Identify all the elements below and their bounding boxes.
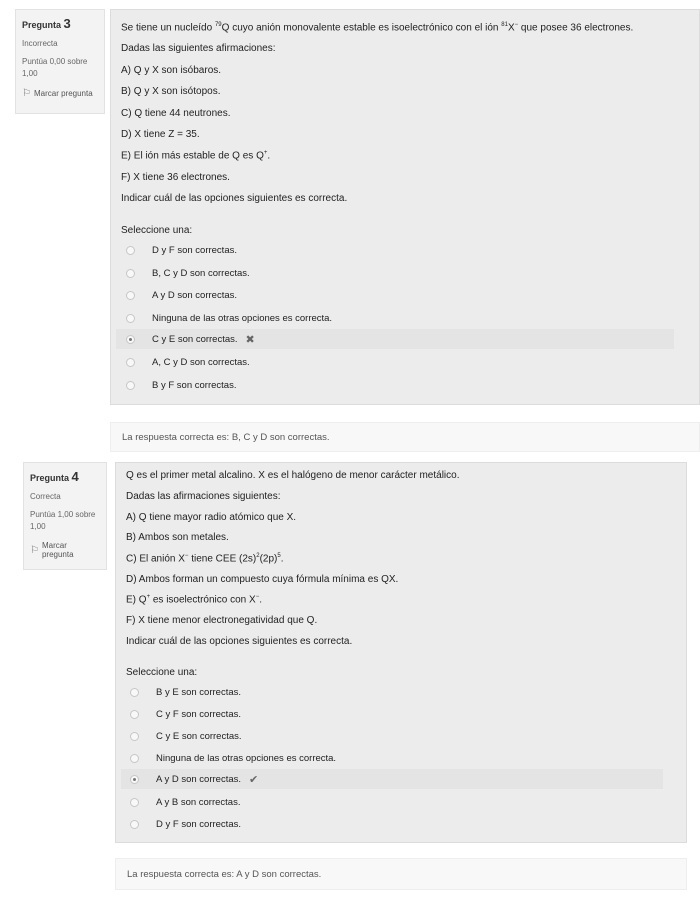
q3-option-5[interactable]: C y E son correctas. ✖	[116, 329, 674, 349]
q3-option-4[interactable]: Ninguna de las otras opciones es correcta.	[121, 308, 671, 328]
q4-option-2[interactable]: C y F son correctas.	[126, 704, 666, 724]
q4-option-4[interactable]: Ninguna de las otras opciones es correcta.	[126, 748, 666, 768]
q3-flag-button[interactable]: ⚐ Marcar pregunta	[22, 88, 93, 99]
q4-select-label: Seleccione una:	[126, 667, 198, 678]
q3-option-7[interactable]: B y F son correctas.	[121, 375, 671, 395]
q3-option-6[interactable]: A, C y D son correctas.	[121, 352, 671, 372]
q4-info-panel	[23, 462, 107, 570]
q4-statement-e: E) Q+ es isoelectrónico con X−.	[126, 594, 262, 606]
q4-grade: Puntúa 1,00 sobre 1,00	[30, 510, 96, 531]
q3-feedback: La respuesta correcta es: B, C y D son correctas.	[110, 422, 700, 452]
q3-statement-d: D) X tiene Z = 35.	[121, 129, 200, 140]
radio-button[interactable]	[126, 314, 135, 323]
q4-flag-button[interactable]: ⚐ Marcar pregunta	[30, 541, 74, 559]
q3-option-2[interactable]: B, C y D son correctas.	[121, 263, 671, 283]
radio-button[interactable]	[126, 381, 135, 390]
q3-statement-intro: Dadas las siguientes afirmaciones:	[121, 43, 276, 54]
q3-statement-a: A) Q y X son isóbaros.	[121, 65, 222, 76]
q3-grade: Puntúa 0,00 sobre 1,00	[22, 57, 88, 78]
cross-icon: ✖	[245, 333, 255, 346]
q3-option-3[interactable]: A y D son correctas.	[121, 285, 671, 305]
radio-button[interactable]	[130, 688, 139, 697]
q4-option-6[interactable]: A y B son correctas.	[126, 792, 666, 812]
radio-button[interactable]	[130, 732, 139, 741]
q3-statement-ask: Indicar cuál de las opciones siguientes es correcta.	[121, 193, 348, 204]
q3-statement-f: F) X tiene 36 electrones.	[121, 172, 230, 183]
q4-statement-a: A) Q tiene mayor radio atómico que X.	[126, 512, 297, 523]
q4-option-3[interactable]: C y E son correctas.	[126, 726, 666, 746]
q4-option-7[interactable]: D y F son correctas.	[126, 814, 666, 834]
q4-statement-d: D) Ambos forman un compuesto cuya fórmula mínima es QX.	[126, 574, 399, 585]
q4-statement-intro: Dadas las afirmaciones siguientes:	[126, 491, 281, 502]
radio-button[interactable]	[126, 358, 135, 367]
q3-number: Pregunta 3	[22, 16, 71, 31]
q3-select-label: Seleccione una:	[121, 225, 193, 236]
flag-icon: ⚐	[30, 544, 39, 556]
q3-statement-e: E) El ión más estable de Q es Q+.	[121, 150, 271, 162]
flag-icon: ⚐	[22, 88, 31, 99]
q4-feedback: La respuesta correcta es: A y D son correctas.	[115, 858, 687, 890]
q3-statement-c: C) Q tiene 44 neutrones.	[121, 108, 231, 119]
q3-state: Incorrecta	[22, 39, 58, 48]
radio-button[interactable]	[130, 820, 139, 829]
radio-button[interactable]	[126, 269, 135, 278]
radio-button-checked[interactable]	[126, 335, 135, 344]
q4-statement-f: F) X tiene menor electronegatividad que Q.	[126, 615, 318, 626]
q3-statement-line1: Se tiene un nucleído $^{79}$Q cuyo anión monovalente estable es isoelectrónico con el ión $^{81}$X− que posee 36 electrones.	[121, 22, 634, 34]
radio-button[interactable]	[126, 246, 135, 255]
check-icon: ✔	[249, 773, 259, 786]
radio-button[interactable]	[130, 754, 139, 763]
q4-statement-ask: Indicar cuál de las opciones siguientes es correcta.	[126, 636, 353, 647]
radio-button[interactable]	[130, 798, 139, 807]
q3-statement-b: B) Q y X son isótopos.	[121, 86, 221, 97]
radio-button[interactable]	[130, 710, 139, 719]
q3-info-panel	[15, 9, 105, 114]
radio-button[interactable]	[126, 291, 135, 300]
q4-statement-line1: Q es el primer metal alcalino. X es el halógeno de menor carácter metálico.	[126, 470, 460, 481]
q4-option-5[interactable]: A y D son correctas. ✔	[121, 769, 663, 789]
q4-number: Pregunta 4	[30, 469, 79, 484]
q4-option-1[interactable]: B y E son correctas.	[126, 682, 666, 702]
radio-button-checked[interactable]	[130, 775, 139, 784]
q3-option-1[interactable]: D y F son correctas.	[121, 240, 671, 260]
q4-statement-c: C) El anión X− tiene CEE $(2s)^2(2p)^5$.	[126, 553, 284, 565]
q4-statement-b: B) Ambos son metales.	[126, 532, 229, 543]
q4-state: Correcta	[30, 492, 61, 501]
